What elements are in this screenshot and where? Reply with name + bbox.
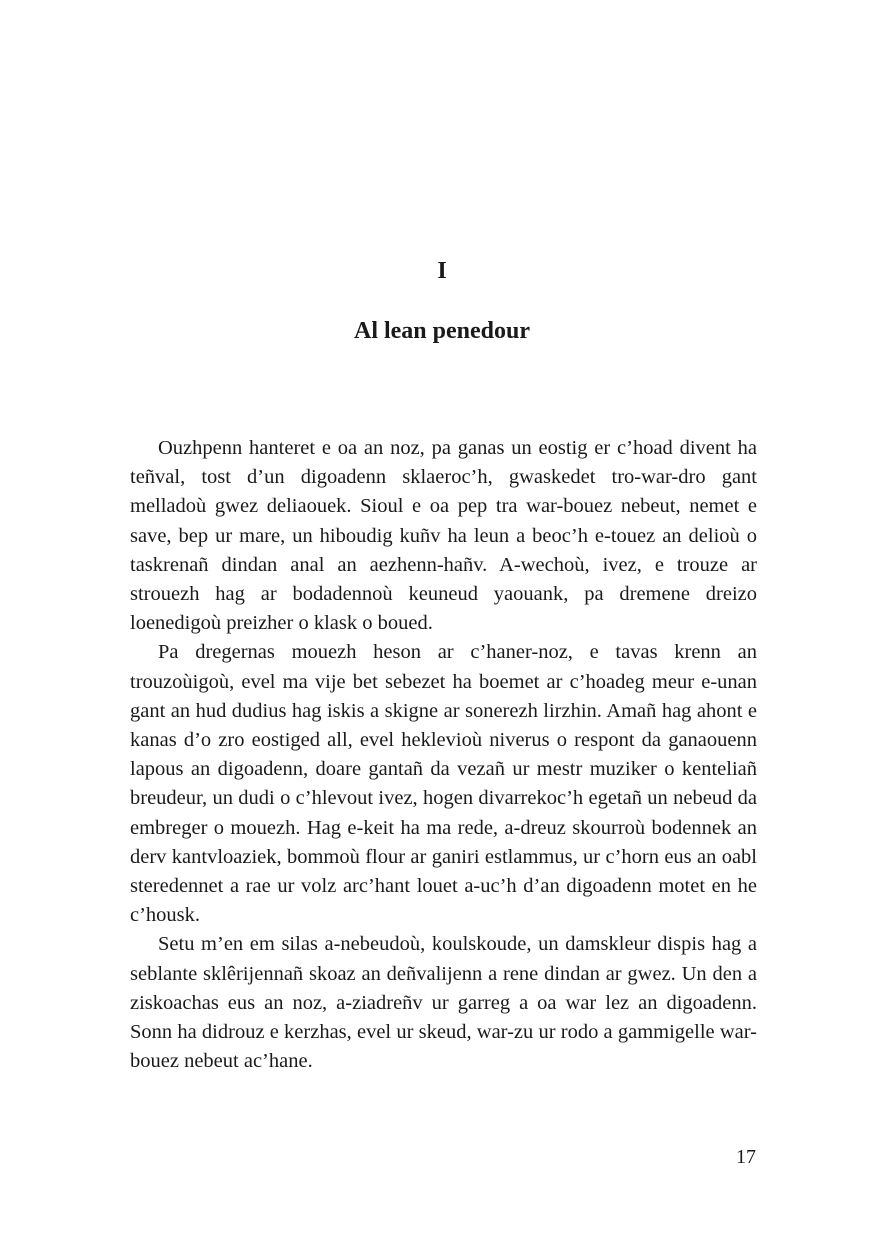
chapter-number: I bbox=[437, 258, 447, 284]
paragraph: Pa dregernas mouezh heson ar c’haner-noz, e tavas krenn an trouzoùigoù, evel ma vije bet sebezet ha boemet ar c’hoadeg meur e-unan gant an hud dudius hag iskis a skigne ar sonerezh lirzhin. Amañ hag ahont e kanas d’o zro eostiged all, evel hekleviοù niverus o respont da ganaouenn lapous an digoadenn, doare gantañ da vezañ ur mestr muziker o kenteliañ breudeur, un dudi o c’hlevout ivez, hogen divarrekoc’h egetañ un nebeud da embreger o mouezh. Hag e-keit ha ma rede, a-dreuz skourroù bodennek an derv kantvloaziek, bommoù flour ar ganiri estlammus, ur c’horn eus an oabl steredennet a rae ur volz arc’hant louet a-uc’h d’an digoadenn motet en he c’housk. bbox=[130, 641, 757, 927]
paragraph: Setu m’en em silas a-nebeudoù, koulskoude, un damskleur dispis hag a seblante sklêrijennañ skoaz an deñvalijenn a rene dindan ar gwez. Un den a ziskoachas eus an noz, a-ziadreñv ur garreg a oa war lez an digoadenn. Sonn ha didrouz e kerzhas, evel ur skeud, war-zu ur rodo a gammigelle war-bouez nebeut ac’hane. bbox=[130, 933, 757, 1073]
paragraph: Ouzhpenn hanteret e oa an noz, pa ganas un eostig er c’hoad divent ha teñval, tost d’un digoadenn sklaeroc’h, gwaskedet tro-war-dro gant melladoù gwez deliaouek. Sioul e oa pep tra war-bouez nebeut, nemet e save, bep ur mare, un hiboudig kuñv ha leun a beoc’h e-touez an delioù o taskrenañ dindan anal an aezhenn-hañv. A-wechoù, ivez, e trouze ar strouezh hag ar bodadennoù keuneud yaouank, pa dremene dreizo loenedigoù preizher o klask o boued. bbox=[130, 437, 757, 635]
chapter-body bbox=[130, 434, 757, 1076]
page-number: 17 bbox=[736, 1146, 756, 1168]
chapter-title: Al lean penedour bbox=[353, 318, 530, 344]
